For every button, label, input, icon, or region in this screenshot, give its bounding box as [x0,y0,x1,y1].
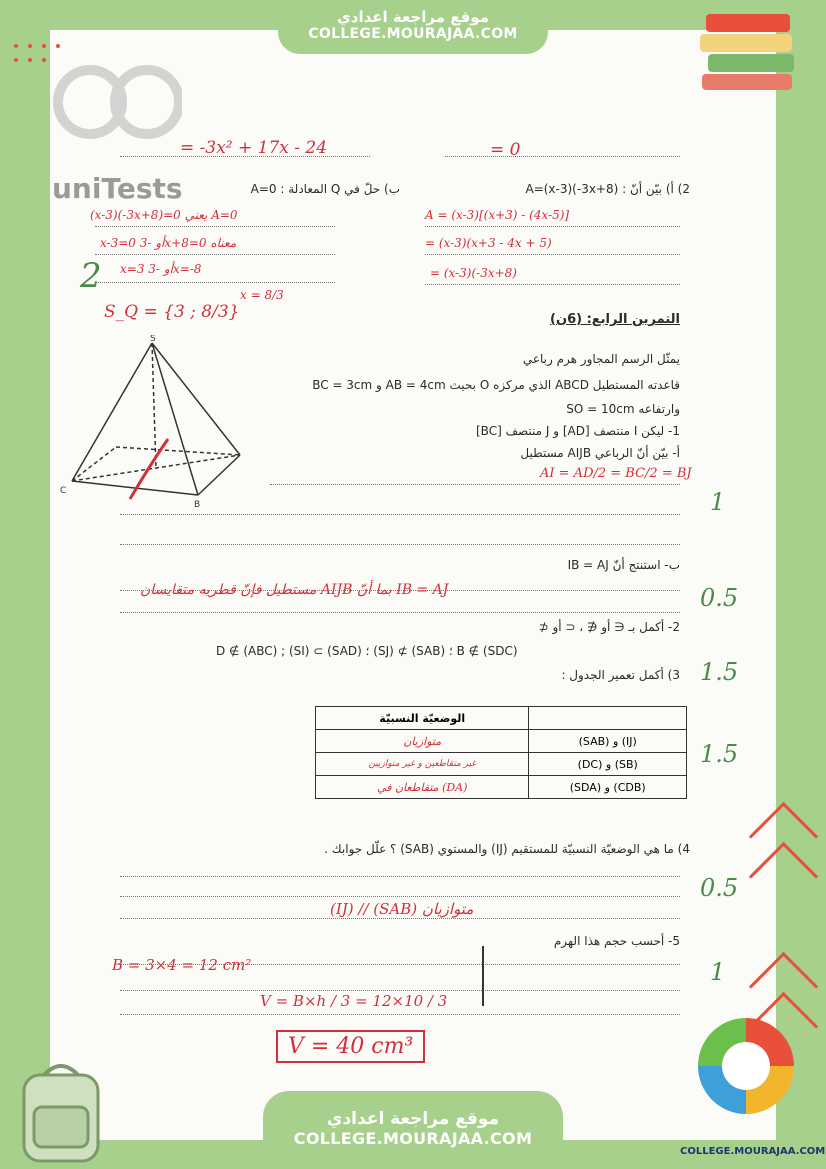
dotted-line [120,896,680,897]
grade-mark: 2 [80,256,102,296]
table-header-row [316,707,687,730]
table-answer: متوازيان [316,730,529,753]
question-1: 1- ليكن I منتصف [AD] و J منتصف [BC] [475,424,680,438]
hw-q5-formula: V = B×h / 3 = 12×10 / 3 [260,992,448,1010]
grade-mark: 1.5 [700,658,739,686]
hw-left-3: x = 8/3 [240,288,284,302]
exercise-4-title: التمرين الرابع: (6ن) [550,312,680,327]
header-url[interactable]: COLLEGE.MOURAJAA.COM [308,26,518,42]
owl-watermark-icon [52,40,182,160]
table-answer: متقاطعان في (DA) [316,776,529,799]
logo-caption[interactable]: COLLEGE.MOURAJAA.COM [680,1146,826,1157]
solution-set: S_Q = {3 ; 8/3} [104,302,240,322]
grade-mark: 1 [710,958,726,986]
dotted-line [120,590,680,591]
hw-right-0: A = (x-3)[(x+3) - (4x-5)] [425,208,570,222]
question-5: 5- أحسب حجم هذا الهرم [553,934,680,948]
line-top-left: = -3x² + 17x - 24 [180,138,328,158]
footer-url[interactable]: COLLEGE.MOURAJAA.COM [293,1129,533,1148]
table-header-cell: الوضعيّة النسبيّة [316,707,529,730]
svg-text:B: B [194,500,201,510]
pyramid-figure [60,335,255,510]
hw-left-2: x=3 أو -3x=-8 [120,262,202,276]
vertical-divider [482,946,484,1006]
footer-arabic: موقع مراجعة اعدادي [326,1109,500,1129]
header-arabic: موقع مراجعة اعدادي [337,8,489,26]
question-1b: ب- استنتج أنّ IB = AJ [567,558,680,572]
question-2: 2- أكمل بـ ∈ أو ∉ ، ⊂ أو ⊄ [538,620,680,634]
dotted-line [445,156,680,157]
dotted-line [425,226,680,227]
desc-line-2: قاعدته المستطيل ABCD الذي مركزه O بحيث AB = 4cm و BC = 3cm [312,378,680,392]
table-pair: (SDA) و (CDB) [529,776,687,799]
header-banner [278,0,548,54]
question-2-items: D ∉ (ABC) ; (SI) ⊂ (SAD) ؛ (SJ) ⊄ (SAB) ؛ B ∉ (SDC) [216,644,518,658]
backpack-icon [6,1055,116,1165]
dotted-line [95,226,335,227]
dotted-line [270,484,680,485]
grade-mark: 0.5 [700,584,739,612]
footer-banner [263,1091,563,1169]
hw-q5-base: B = 3×4 = 12 cm² [112,956,252,974]
grade-mark: 1 [710,488,726,516]
table-answer: غير متقاطعين و غير متوازيين [316,753,529,776]
question-3: 3) أكمل تعمير الجدول : [561,668,680,682]
hw-q5-result: V = 40 cm³ [276,1030,425,1063]
dotted-line [120,964,680,965]
dotted-line [120,990,680,991]
desc-line-3: وارتفاعه SO = 10cm [566,402,680,416]
svg-text:C: C [60,486,67,496]
grade-mark: 0.5 [700,874,739,902]
table-row [316,730,687,753]
question-2b: ب) حلّ في Q المعادلة : A=0 [250,182,400,196]
dotted-line [120,1014,680,1015]
watermark-text: uniTests [52,172,183,205]
relative-position-table [315,706,687,799]
dotted-line [120,876,680,877]
question-2a: 2) أ) بيّن أنّ : A=(x-3)(-3x+8) [525,182,690,196]
site-logo-icon [698,1018,794,1114]
grade-mark: 1.5 [700,740,739,768]
hw-left-0: (x-3)(-3x+8)=0 يعني A=0 [90,208,238,222]
question-1a: أ- بيّن أنّ الرباعي AIJB مستطيل [520,446,680,460]
table-row [316,753,687,776]
table-row [316,776,687,799]
dotted-line [120,612,680,613]
dotted-line [120,156,370,157]
dotted-line [120,514,680,515]
table-pair: (SAB) و (IJ) [529,730,687,753]
line-top-right: = 0 [490,140,521,160]
dots-decoration [10,40,70,70]
dotted-line [95,254,335,255]
dotted-line [120,918,680,919]
hw-left-1: x-3=0 أو -3x+8=0 معناه [100,236,237,250]
dotted-line [425,254,680,255]
hw-right-1: = (x-3)(x+3 - 4x + 5) [425,236,552,250]
table-header-empty [529,707,687,730]
hw-q1: AI = AD/2 = BC/2 = BJ [540,466,692,481]
books-icon [700,14,800,94]
table-pair: (DC) و (SB) [529,753,687,776]
dotted-line [95,282,335,283]
svg-text:S: S [150,335,156,344]
hw-q1b: IB = AJ بما أنّ AIJB مستطيل فإنّ قطريه متقايسان [140,582,449,598]
dotted-line [120,544,680,545]
desc-line-1: يمثّل الرسم المجاور هرم رباعي [522,352,680,366]
question-4: 4) ما هي الوضعيّة النسبيّة للمستقيم (IJ) والمستوي (SAB) ؟ علّل جوابك . [324,842,690,856]
dotted-line [425,284,680,285]
hw-q4: (IJ) // (SAB) متوازيان [330,900,474,918]
hw-right-2: = (x-3)(-3x+8) [430,266,517,280]
